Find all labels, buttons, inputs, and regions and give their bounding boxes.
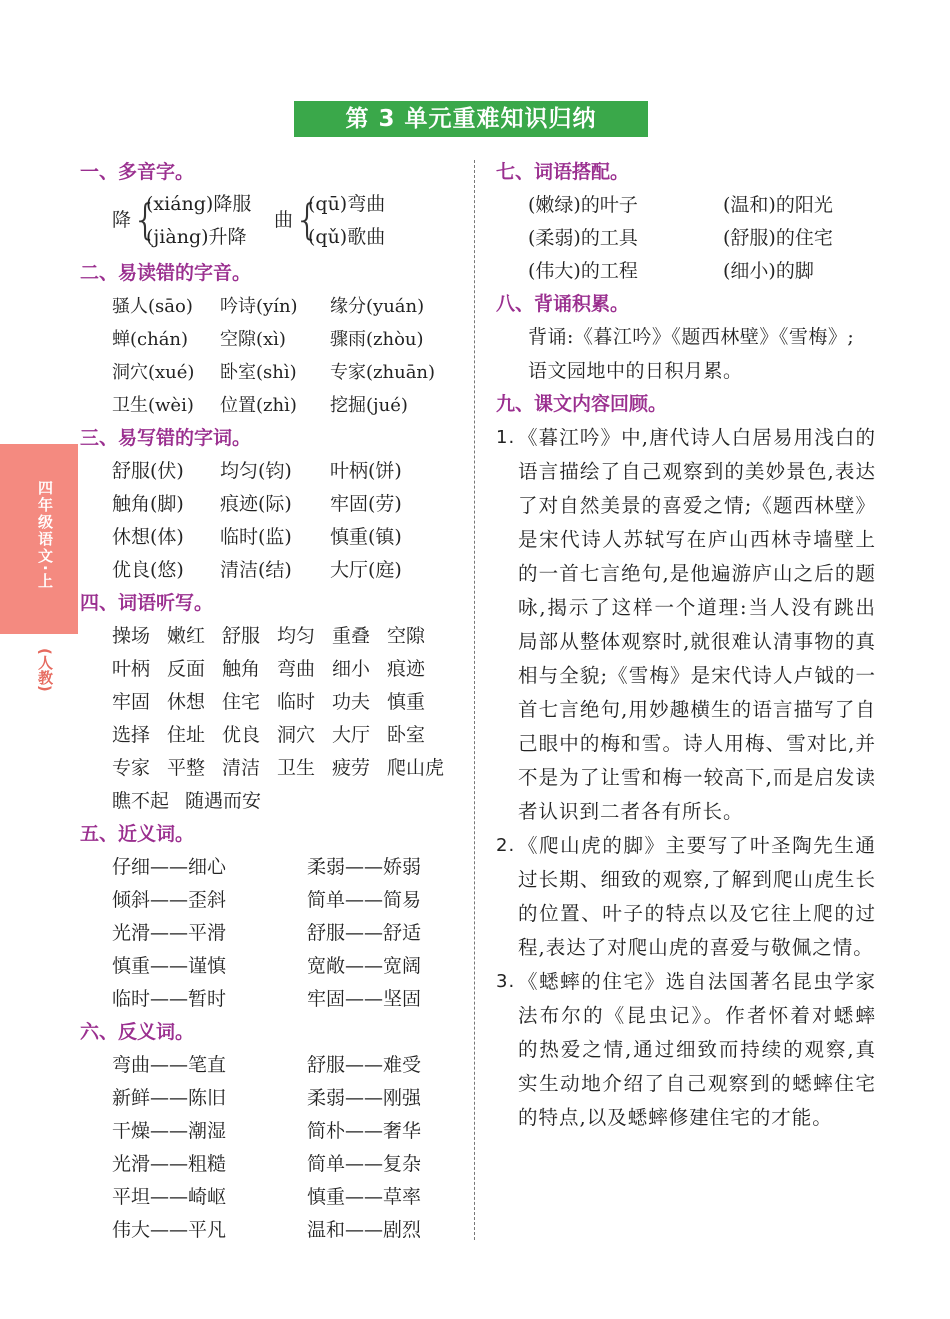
- page-title: 第 3 单元重难知识归纳: [294, 101, 648, 137]
- word-item: 清洁(结): [220, 559, 292, 581]
- word-item: 临时: [277, 691, 316, 713]
- section-title: 八、背诵积累。: [496, 293, 630, 315]
- review-item: [496, 421, 876, 829]
- section-title: 三、易写错的字词。: [80, 427, 252, 449]
- word-item: 吟诗(yín): [220, 296, 298, 317]
- word-item: 清洁: [222, 757, 261, 779]
- word-item: 洞穴: [277, 724, 316, 746]
- polyphone-reading: (xiáng)降服: [146, 193, 252, 215]
- word-pair: 温和——剧烈: [307, 1219, 422, 1241]
- word-item: 优良: [222, 724, 261, 746]
- word-item: 洞穴(xué): [112, 362, 195, 383]
- collocation: (柔弱)的工具: [528, 227, 638, 249]
- word-item: 平整: [167, 757, 206, 779]
- review-item: [496, 829, 876, 965]
- right-column: [496, 156, 876, 1135]
- section-title: 九、课文内容回顾。: [496, 393, 668, 415]
- list-row: [80, 389, 460, 422]
- collocation: (伟大)的工程: [528, 260, 638, 282]
- collocation: (舒服)的住宅: [723, 227, 833, 249]
- list-row: [496, 222, 876, 255]
- word-item: 功夫: [332, 691, 371, 713]
- collocation: (嫩绿)的叶子: [528, 194, 638, 216]
- brace-icon: {: [132, 195, 159, 244]
- list-row: [80, 983, 460, 1016]
- list-row: [496, 255, 876, 288]
- word-pair: 干燥——潮湿: [112, 1120, 227, 1142]
- list-row: [80, 917, 460, 950]
- word-item: 休想: [167, 691, 206, 713]
- word-item: 牢固(劳): [330, 493, 402, 515]
- word-item: 牢固: [112, 691, 151, 713]
- list-row: [80, 1082, 460, 1115]
- section-title: 四、词语听写。: [80, 592, 214, 614]
- list-row: [80, 554, 460, 587]
- word-item: 休想(体): [112, 526, 184, 548]
- word-item: 痕迹: [387, 658, 426, 680]
- word-item: 临时(监): [220, 526, 292, 548]
- word-item: 细小: [332, 658, 371, 680]
- word-pair: 仔细——细心: [112, 856, 227, 878]
- word-item: 空隙: [387, 625, 426, 647]
- word-item: 骤雨(zhòu): [330, 329, 424, 350]
- section-title: 二、易读错的字音。: [80, 262, 252, 284]
- word-item: 大厅(庭): [330, 559, 402, 581]
- section-title: 一、多音字。: [80, 161, 195, 183]
- list-row: [80, 1181, 460, 1214]
- item-number: 3.: [496, 971, 516, 992]
- word-item: 卧室(shì): [220, 362, 297, 383]
- word-item: 慎重(镇): [330, 526, 402, 548]
- word-pair: 弯曲——笔直: [112, 1054, 227, 1076]
- word-item: 卧室: [387, 724, 426, 746]
- section-title: 七、词语搭配。: [496, 161, 630, 183]
- list-row: [80, 884, 460, 917]
- word-item: 卫生(wèi): [112, 395, 194, 416]
- word-item: 弯曲: [277, 658, 316, 680]
- word-item: 优良(悠): [112, 559, 184, 581]
- side-tab-grade: 四年级语文·上: [36, 480, 54, 590]
- word-item: 反面: [167, 658, 206, 680]
- list-row: [80, 323, 460, 356]
- side-tab-edition: (人教): [36, 648, 54, 692]
- word-item: 空隙(xì): [220, 329, 286, 350]
- recitation-line: 背诵:《暮江吟》《题西林壁》《雪梅》;: [528, 326, 855, 348]
- list-row: [80, 488, 460, 521]
- word-item: 叶柄: [112, 658, 151, 680]
- item-text: 《蟋蟀的住宅》选自法国著名昆虫学家法布尔的《昆虫记》。作者怀着对蟋蟀的热爱之情,通过细致而持续的观察,真实生动地介绍了自己观察到的蟋蟀住宅的特点,以及蟋蟀修建住宅的才能。: [518, 970, 876, 1129]
- word-item: 随遇而安: [185, 790, 262, 812]
- word-pair: 慎重——谨慎: [112, 955, 227, 977]
- word-item: 缘分(yuán): [330, 296, 425, 317]
- word-item: 疲劳: [332, 757, 371, 779]
- section-title: 六、反义词。: [80, 1021, 195, 1043]
- collocation: (细小)的脚: [723, 260, 814, 282]
- list-row: [80, 851, 460, 884]
- word-pair: 新鲜——陈旧: [112, 1087, 227, 1109]
- review-item: [496, 965, 876, 1135]
- list-row: [80, 455, 460, 488]
- word-item: 叶柄(饼): [330, 460, 402, 482]
- list-row: [80, 719, 460, 752]
- word-item: 挖掘(jué): [330, 395, 408, 416]
- word-item: 触角(脚): [112, 493, 184, 515]
- left-column: [80, 156, 460, 1247]
- polyphone-reading: (qǔ)歌曲: [308, 226, 386, 248]
- item-number: 1.: [496, 427, 516, 448]
- word-item: 重叠: [332, 625, 371, 647]
- item-text: 《暮江吟》中,唐代诗人白居易用浅白的语言描绘了自己观察到的美妙景色,表达了对自然美景的喜爱之情;《题西林壁》是宋代诗人苏轼写在庐山西林寺墙壁上的一首七言绝句,是他遍游庐山之后的题咏,揭示了这样一个道理:当人没有跳出局部从整体观察时,就很难认清事物的真相与全貌;《雪梅》是宋代诗人卢钺的一首七言绝句,用妙趣横生的语言描写了自己眼中的梅和雪。诗人用梅、雪对比,并不是为了让雪和梅一较高下,而是启发读者认识到二者各有所长。: [518, 426, 876, 823]
- list-row: [80, 1148, 460, 1181]
- word-item: 痕迹(际): [220, 493, 292, 515]
- word-item: 操场: [112, 625, 151, 647]
- word-pair: 简单——简易: [307, 889, 422, 911]
- word-pair: 简单——复杂: [307, 1153, 422, 1175]
- list-row: [80, 950, 460, 983]
- word-pair: 光滑——粗糙: [112, 1153, 227, 1175]
- word-pair: 光滑——平滑: [112, 922, 227, 944]
- word-item: 嫩红: [167, 625, 206, 647]
- word-item: 瞧不起: [112, 790, 170, 812]
- list-row: [80, 521, 460, 554]
- list-row: [80, 1049, 460, 1082]
- word-pair: 倾斜——歪斜: [112, 889, 227, 911]
- list-row: [80, 686, 460, 719]
- word-pair: 伟大——平凡: [112, 1219, 227, 1241]
- word-item: 舒服: [222, 625, 261, 647]
- word-pair: 柔弱——娇弱: [307, 856, 422, 878]
- word-item: 住宅: [222, 691, 261, 713]
- word-item: 专家(zhuān): [330, 362, 436, 383]
- word-item: 专家: [112, 757, 151, 779]
- list-row: [80, 356, 460, 389]
- column-divider: [474, 160, 475, 1240]
- list-row: [80, 620, 460, 653]
- word-item: 住址: [167, 724, 206, 746]
- polyphone-reading: (qū)弯曲: [308, 193, 386, 215]
- polyphone-char: 降: [112, 209, 132, 231]
- word-pair: 简朴——奢华: [307, 1120, 422, 1142]
- word-item: 触角: [222, 658, 261, 680]
- word-pair: 临时——暂时: [112, 988, 227, 1010]
- list-row: [80, 785, 460, 818]
- word-item: 卫生: [277, 757, 316, 779]
- polyphone-reading: (jiàng)升降: [146, 226, 247, 248]
- collocation: (温和)的阳光: [723, 194, 833, 216]
- word-item: 舒服(伏): [112, 460, 184, 482]
- word-pair: 舒服——难受: [307, 1054, 422, 1076]
- list-row: [80, 1115, 460, 1148]
- word-item: 蝉(chán): [112, 329, 189, 350]
- word-item: 均匀(钧): [220, 460, 292, 482]
- list-row: [80, 752, 460, 785]
- item-number: 2.: [496, 835, 516, 856]
- word-item: 大厅: [332, 724, 371, 746]
- polyphone-char: 曲: [274, 209, 294, 231]
- word-pair: 柔弱——刚强: [307, 1087, 422, 1109]
- recitation-line: 语文园地中的日积月累。: [528, 359, 743, 382]
- list-row: [80, 1214, 460, 1247]
- word-pair: 牢固——坚固: [307, 988, 422, 1010]
- word-pair: 慎重——草率: [307, 1186, 422, 1208]
- item-text: 《爬山虎的脚》主要写了叶圣陶先生通过长期、细致的观察,了解到爬山虎生长的位置、叶子的特点以及它往上爬的过程,表达了对爬山虎的喜爱与敬佩之情。: [518, 834, 876, 959]
- word-item: 位置(zhì): [220, 395, 297, 416]
- list-row: [80, 653, 460, 686]
- list-row: [80, 290, 460, 323]
- word-item: 均匀: [277, 625, 316, 647]
- word-pair: 舒服——舒适: [307, 922, 422, 944]
- word-item: 选择: [112, 724, 151, 746]
- brace-icon: {: [294, 195, 321, 244]
- list-row: [496, 189, 876, 222]
- polyphone-block: [80, 189, 460, 257]
- word-pair: 平坦——崎岖: [112, 1186, 227, 1208]
- section-title: 五、近义词。: [80, 823, 195, 845]
- word-pair: 宽敞——宽阔: [307, 955, 422, 977]
- word-item: 慎重: [387, 691, 426, 713]
- word-item: 骚人(sāo): [112, 296, 193, 317]
- word-item: 爬山虎: [387, 757, 445, 779]
